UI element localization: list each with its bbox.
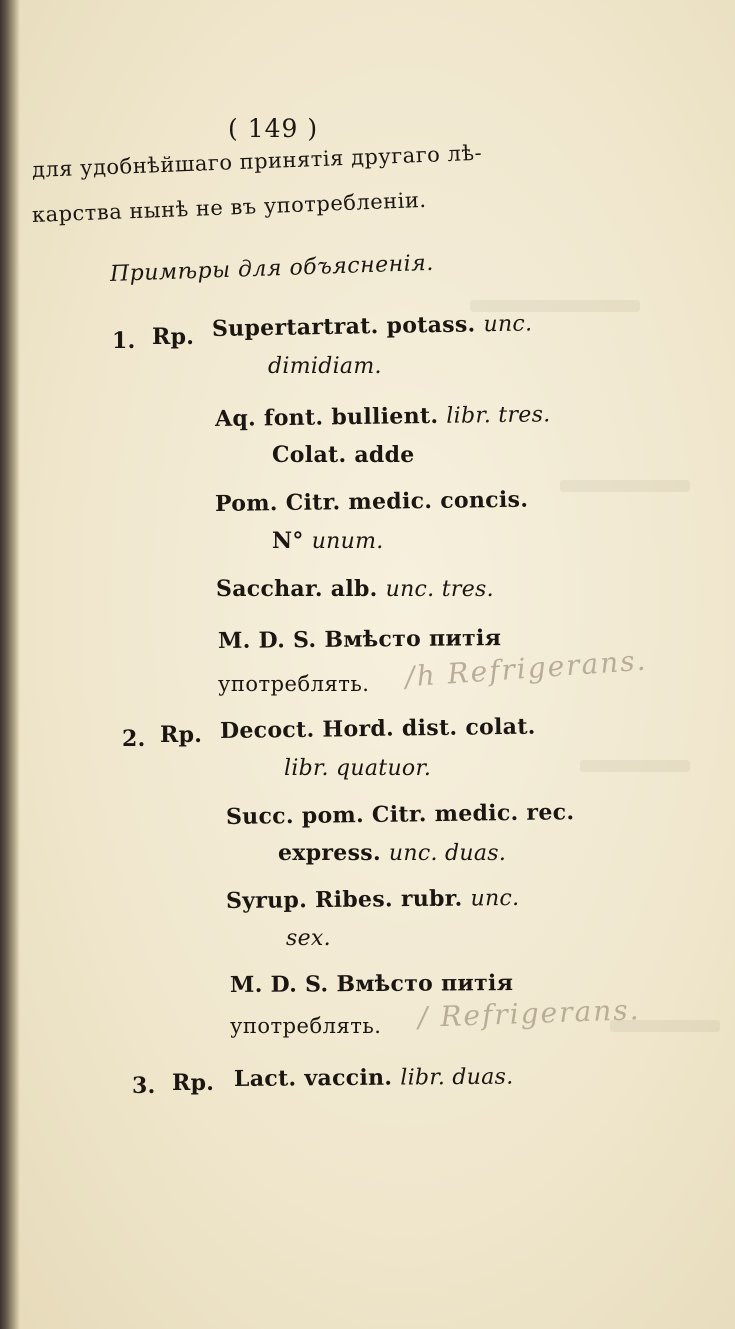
ingredient: Supertartrat. potass. — [211, 311, 476, 342]
handwritten-note: /h Refrigerans. — [404, 643, 649, 694]
page-number: ( 149 ) — [228, 114, 319, 143]
instruction: Colat. adde — [272, 442, 415, 468]
signa-line: употреблять. — [218, 672, 370, 696]
book-spine-shadow — [0, 0, 20, 1329]
signa-line: M. D. S. Вмѣсто питія — [217, 625, 502, 654]
intro-line-2: карства нынѣ не въ употребленіи. — [31, 187, 427, 227]
intro-line-1: для удобнѣйшаго принятія другаго лѣ- — [31, 140, 483, 182]
dose: libr. duas. — [400, 1064, 514, 1091]
bleed-through — [560, 480, 690, 492]
ingredient: Sacchar. alb. — [216, 576, 378, 602]
recipe-line — [212, 312, 533, 341]
ingredient: Succ. pom. Citr. medic. rec. — [225, 799, 575, 830]
recipe-number: 3. — [132, 1073, 156, 1099]
dose: libr. quatuor. — [284, 756, 432, 781]
dose: libr. tres. — [446, 402, 551, 429]
rp-label: Rp. — [160, 722, 203, 748]
signa-line: M. D. S. Вмѣсто питія — [229, 970, 514, 998]
recipe-line — [215, 403, 551, 431]
recipe-line — [226, 887, 520, 913]
dose: unc. — [470, 885, 520, 912]
number-sign: N° — [272, 528, 304, 554]
signa-line: употреблять. — [230, 1014, 382, 1038]
recipe-line — [234, 1066, 514, 1091]
bleed-through — [580, 760, 690, 772]
dose: dimidiam. — [268, 354, 382, 379]
rp-label: Rp. — [172, 1070, 215, 1096]
section-title: Примѣры для объясненія. — [109, 250, 435, 287]
dose: unum. — [311, 529, 384, 554]
bleed-through — [470, 300, 640, 312]
ingredient: Pom. Citr. medic. concis. — [214, 486, 529, 517]
handwritten-note: / Refrigerans. — [417, 993, 642, 1034]
ingredient: Decoct. Hord. dist. colat. — [219, 713, 536, 744]
ingredient: Lact. vaccin. — [233, 1064, 393, 1092]
recipe-number: 1. — [112, 328, 136, 354]
recipe-number: 2. — [122, 726, 146, 752]
dose: unc. — [483, 311, 533, 338]
ingredient: Aq. font. bullient. — [214, 402, 439, 432]
dose: unc. tres. — [385, 577, 494, 602]
recipe-line — [278, 842, 506, 865]
dose: sex. — [286, 926, 331, 951]
recipe-line — [272, 530, 384, 553]
dose: unc. duas. — [388, 841, 507, 866]
rp-label: Rp. — [152, 324, 195, 350]
ingredient: Syrup. Ribes. rubr. — [225, 885, 463, 914]
ingredient: express. — [278, 840, 381, 866]
recipe-line — [216, 578, 494, 601]
